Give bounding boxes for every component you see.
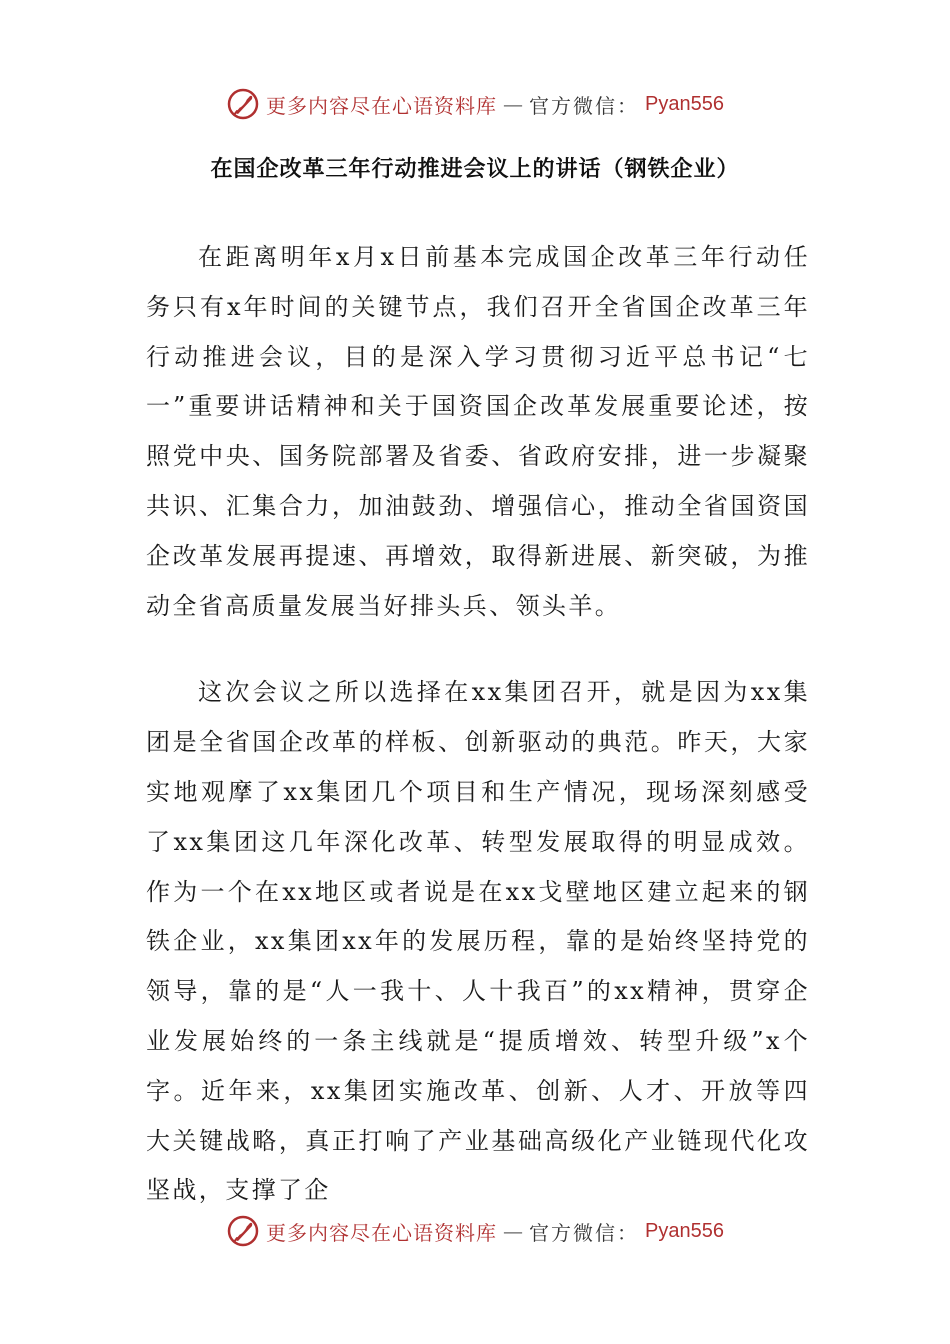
watermark-footer: [0, 1211, 950, 1251]
watermark-wechat-id: Pyan556: [645, 92, 724, 115]
paragraph-1: 在距离明年x月x日前基本完成国企改革三年行动任务只有x年时间的关键节点，我们召开全省国企改革三年行动推进会议，目的是深入学习贯彻习近平总书记“七一”重要讲话精神和关于国资国企改革发展重要论述，按照党中央、国务院部署及省委、省政府安排，进一步凝聚共识、汇集合力，加油鼓劲、增强信心，推动全省国资国企改革发展再提速、再增效，取得新进展、新突破，为推动全省高质量发展当好排头兵、领头羊。: [146, 243, 810, 620]
watermark-site-name: 更多内容尽在心语资料库: [266, 1220, 498, 1245]
paragraph-2: 这次会议之所以选择在xx集团召开，就是因为xx集团是全省国企改革的样板、创新驱动的典范。昨天，大家实地观摩了xx集团几个项目和生产情况，现场深刻感受了xx集团这几年深化改革、转型发展取得的明显成效。作为一个在xx地区或者说是在xx戈壁地区建立起来的钢铁企业，xx集团xx年的发展历程，靠的是始终坚持党的领导，靠的是“人一我十、人十我百”的xx精神，贯穿企业发展始终的一条主线就是“提质增效、转型升级”x个字。近年来，xx集团实施改革、创新、人才、开放等四大关键战略，真正打响了产业基础高级化产业链现代化攻坚战，支撑了企: [146, 678, 810, 1205]
quill-pen-logo-icon: [226, 87, 260, 121]
watermark-wechat-label: 官方微信：: [529, 1220, 640, 1245]
watermark-dash: —: [503, 1219, 524, 1243]
quill-pen-logo-icon: [226, 1214, 260, 1248]
watermark-site-name: 更多内容尽在心语资料库: [266, 93, 498, 118]
watermark-header: [0, 84, 950, 124]
watermark-wechat-id: Pyan556: [645, 1219, 724, 1242]
watermark-wechat-label: 官方微信：: [529, 93, 640, 118]
watermark-dash: —: [503, 92, 524, 116]
document-title: 在国企改革三年行动推进会议上的讲话（钢铁企业）: [210, 157, 740, 182]
document-body: [146, 233, 810, 1216]
